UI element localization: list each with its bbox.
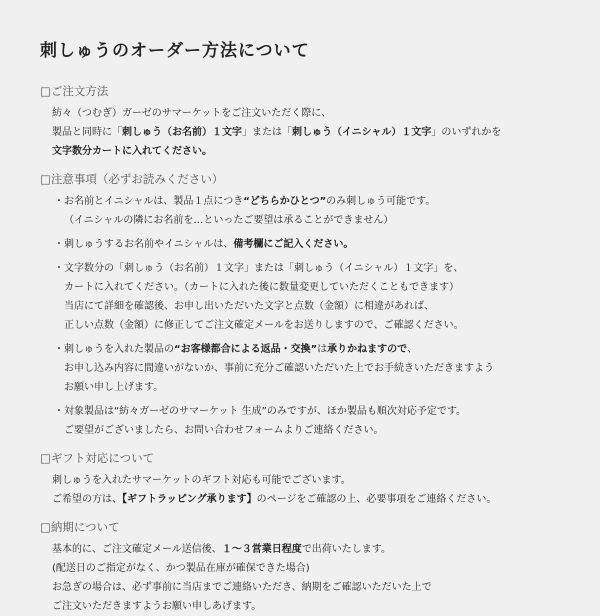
note-2b: 備考欄にご記入ください。 <box>233 239 354 250</box>
note-1-detail: （イニシャルの隣にお名前を…といったご要望は承ることができません） <box>64 215 394 226</box>
order-line-2c: 」または「 <box>242 127 292 138</box>
note-3-line-3: 当店にて詳細を確認後、お申し出いただいた文字と点数（金額）に相違があれば、 <box>64 301 434 312</box>
gift-section <box>40 450 560 509</box>
delivery-line-1 <box>40 540 560 559</box>
delivery-section <box>40 519 560 616</box>
order-line-2e: 」のいずれかを <box>431 127 502 138</box>
delivery-line-1a: 基本的に、ご注文確定メール送信後、 <box>52 544 222 555</box>
order-line-2d: 刺しゅう（イニシャル）１文字 <box>292 127 432 138</box>
note-4b: “お客様都合による返品・交換” <box>174 344 318 355</box>
page-title: 刺しゅうのオーダー方法について <box>40 41 310 61</box>
note-1a: ・お名前とイニシャルは、製品１点につき <box>54 196 244 207</box>
gift-heading: □ギフト対応について <box>40 451 155 465</box>
gift-line-2c: のページをご確認の上、必要事項をご連絡ください。 <box>256 494 497 505</box>
note-1 <box>40 192 560 211</box>
gift-line-1: 刺しゅうを入れたサマーケットのギフト対応も可能でございます。 <box>52 475 351 486</box>
notes-section <box>40 171 560 440</box>
note-2a: ・刺しゅうするお名前やイニシャルは、 <box>54 239 234 250</box>
note-4-line-3: お願い申し上げます。 <box>64 382 164 393</box>
note-5: ・対象製品は“紡々ガーゼのサマーケット 生成”のみですが、ほか製品も順次対応予定です。 <box>54 406 467 417</box>
note-3-line-4: 正しい点数（金額）に修正してご注文確定メールをお送りしますので、ご確認ください。 <box>64 320 464 331</box>
note-3: ・文字数分の「刺しゅう（お名前）１文字」または「刺しゅう（イニシャル）１文字」を、 <box>54 263 464 274</box>
delivery-line-1b: １～３営業日程度 <box>221 544 302 555</box>
order-method-section <box>40 83 560 161</box>
note-1b: “どちらかひとつ” <box>243 196 327 207</box>
order-line-3: 文字数分カートに入れてください。 <box>52 146 212 157</box>
note-3-line-2: カートに入れてください。（カートに入れた後に数量変更していただくこともできます） <box>64 282 459 293</box>
gift-wrapping-link[interactable]: 【ギフトラッピング承ります】 <box>122 494 257 505</box>
note-1c: のみ刺しゅう可能です。 <box>326 196 436 207</box>
note-4c: は <box>317 344 328 355</box>
delivery-line-3: お急ぎの場合は、必ず事前に当店までご連絡いただき、納期をご確認いただいた上で <box>52 582 432 593</box>
order-line-2 <box>40 123 560 142</box>
note-5-line-2: ご要望がございましたら、お問い合わせフォームよりご連絡ください。 <box>64 425 384 436</box>
gift-line-2 <box>40 490 560 509</box>
note-4e: 、 <box>407 344 418 355</box>
delivery-heading: □納期について <box>40 520 120 534</box>
note-4d: 承りかねますので <box>327 344 408 355</box>
delivery-line-2: (配送日のご指定がなく、かつ製品在庫が確保できた場合) <box>52 563 310 574</box>
order-line-2a: 製品と同時に「 <box>52 127 122 138</box>
delivery-line-4: ご注文いただきますようお願い申しあげます。 <box>52 601 262 612</box>
gift-line-2a: ご希望の方は、 <box>52 494 122 505</box>
delivery-line-1c: で出荷いたします。 <box>301 544 392 555</box>
notes-heading: □注意事項（必ずお読みください） <box>40 172 224 186</box>
note-2 <box>40 235 560 254</box>
order-line-1: 紡々（つむぎ）ガーゼのサマーケットをご注文いただく際に、 <box>52 108 332 119</box>
note-4a: ・刺しゅうを入れた製品の <box>54 344 174 355</box>
note-4 <box>40 340 560 359</box>
order-line-2b: 刺しゅう（お名前）１文字 <box>122 127 242 138</box>
order-method-heading: □ご注文方法 <box>40 84 109 98</box>
note-4-line-2: お申し込み内容に間違いがないか、事前に充分ご確認いただいた上でお手続きいただきますよう <box>64 363 494 374</box>
